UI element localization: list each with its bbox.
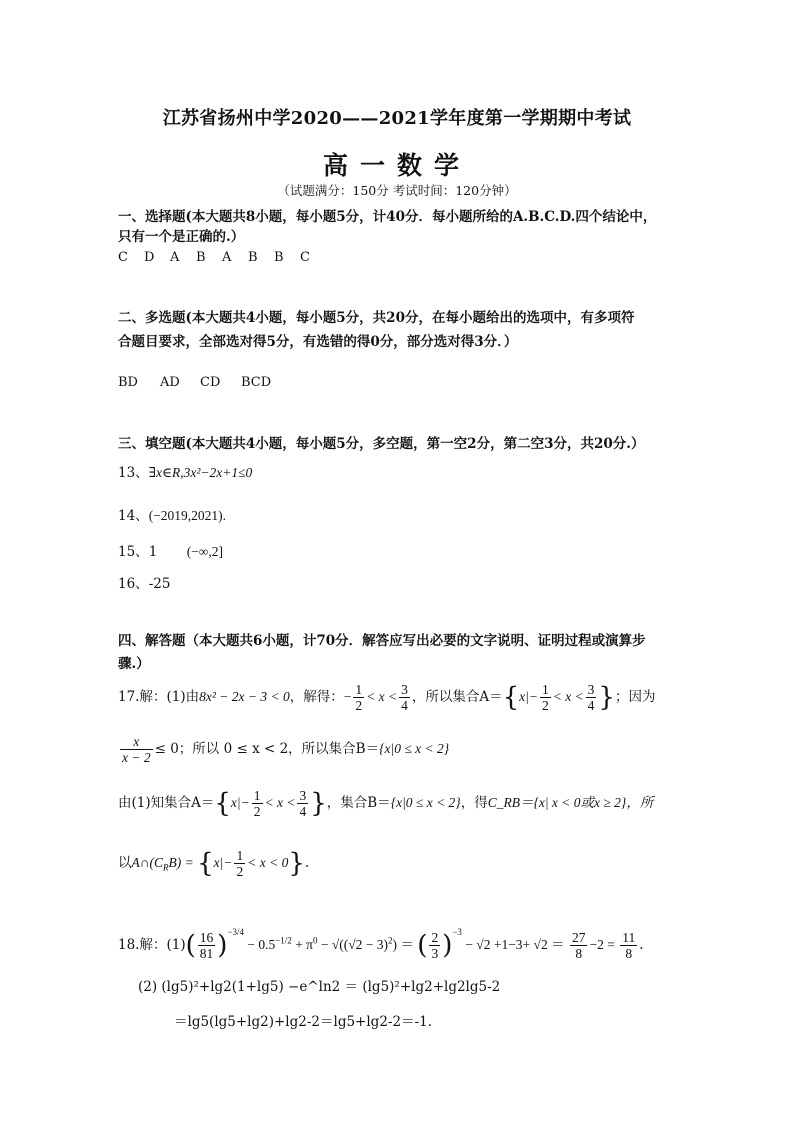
q17-ineq2-tail: ≤ 0；所以 0 ≤ x < 2，所以集合B＝ bbox=[154, 741, 380, 757]
q15-row bbox=[118, 540, 223, 560]
q14-answer: (−2019,2021). bbox=[148, 508, 227, 523]
q16-label: 16、 bbox=[118, 576, 149, 592]
answer-2: D bbox=[144, 250, 155, 265]
answer-8: C bbox=[300, 250, 310, 265]
q16-answer: -25 bbox=[148, 576, 171, 592]
q15-answer-b: (−∞,2] bbox=[186, 544, 224, 559]
multi-answer-4: BCD bbox=[241, 375, 272, 390]
q17-solved-label: ，解得： bbox=[289, 689, 344, 705]
fraction-three-quarters: $\frac{3}{4}$ bbox=[401, 682, 408, 713]
q14-label: 14、 bbox=[118, 508, 149, 524]
q17-part1-prefix: (1)由 bbox=[166, 689, 200, 705]
q17-inequality-1: 8x² − 2x − 3 < 0 bbox=[199, 689, 290, 704]
answer-1: C bbox=[118, 250, 128, 265]
q17-because: ；因为 bbox=[614, 689, 656, 705]
section4-heading-line1: 四、解答题（本大题共6小题，计70分．解答应写出必要的文字说明、证明过程或演算步 bbox=[118, 633, 646, 649]
q17-complement-label: ，得 bbox=[460, 795, 488, 811]
q17-line2 bbox=[118, 732, 449, 766]
q18-label: 18.解：(1) bbox=[118, 937, 186, 953]
answer-6: B bbox=[248, 250, 258, 265]
section4-heading-line2: 骤.） bbox=[118, 656, 150, 672]
q15-label: 15、 bbox=[118, 544, 149, 560]
q16-row bbox=[118, 572, 170, 592]
q13-row bbox=[118, 461, 252, 481]
section2-answers bbox=[118, 375, 281, 390]
q14-row bbox=[118, 504, 226, 524]
answer-5: A bbox=[222, 250, 232, 265]
q17-line4: 以$A\cap(C_RB) = \{x|-$ $\frac{1}{2}$ < x < 0}. bbox=[118, 848, 310, 879]
section1-heading-line2: 只有一个是正确的.） bbox=[118, 229, 245, 245]
answer-3: A bbox=[170, 250, 180, 265]
multi-answer-1: BD bbox=[118, 375, 138, 390]
page-title: 江苏省扬州中学2020——2021学年度第一学期期中考试 bbox=[162, 108, 632, 129]
q17-set-b: {x|0 ≤ x < 2} bbox=[379, 741, 450, 756]
q17-conclusion-prefix: 以 bbox=[118, 855, 132, 871]
q18-part2-line1: (2) (lg5)²+lg2(1+lg5) −e^ln2 ＝ (lg5)²+lg2+lg2lg5-2 bbox=[138, 979, 501, 995]
q17-label: 17.解： bbox=[118, 689, 167, 705]
q18-part2-line2: ＝lg5(lg5+lg2)+lg2-2＝lg5+lg2-2＝-1. bbox=[174, 1014, 433, 1030]
q15-answer-a: 1 bbox=[148, 544, 158, 560]
q13-label: 13、 bbox=[118, 465, 149, 481]
section2-heading-line1: 二、多选题(本大题共4小题，每小题5分，共20分，在每小题给出的选项中，有多项符 bbox=[118, 310, 635, 326]
multi-answer-2: AD bbox=[160, 375, 180, 390]
q17-line3: 由(1)知集合A＝{x|− $\frac{1}{2}$ < x < $\frac{3}{4}$ }，集合B＝{x|0 ≤ x < 2}，得C_RB＝{x| x < 0或x ≥ 2}，所 bbox=[118, 788, 654, 819]
fraction-x-over-x-minus-2: $\frac{x}{x - 2}$ bbox=[122, 734, 151, 765]
answer-4: B bbox=[196, 250, 206, 265]
q17-part2-prefix: 由(1)知集合A＝ bbox=[118, 795, 215, 811]
section2-heading-line2: 合题目要求，全部选对得5分，有选错的得0分，部分选对得3分．） bbox=[118, 334, 518, 350]
subject-title: 高一数学 bbox=[322, 151, 471, 180]
q17-so-set-a: ，所以集合A＝ bbox=[411, 689, 503, 705]
q17-conclusion-tail: . bbox=[304, 855, 310, 871]
q18-line1: 18.解：(1)( $\frac{16}{81}$ )$^{-3/4} - 0.5^{-1/2} + \pi^0 - √((√2 - 3)^2)$ ＝ ( $\frac{2}{3}$ )$^{-3}$ − √2 +1−3+ √2 ＝ $\frac{27}{8}$ −2 = $\frac{11}{8}$ . bbox=[118, 927, 644, 961]
section1-answers bbox=[118, 250, 326, 265]
q17-complement: C_RB＝{x| x < 0或x ≥ 2}，所 bbox=[487, 795, 654, 810]
multi-answer-3: CD bbox=[200, 375, 221, 390]
section1-heading-line1: 一、选择题(本大题共8小题，每小题5分，计40分．每小题所给的A.B.C.D.四个结论中， bbox=[118, 209, 657, 225]
fraction-one-half: $\frac{1}{2}$ bbox=[355, 682, 363, 713]
section3-heading: 三、填空题(本大题共4小题，每小题5分，多空题，第一空2分，第二空3分，共20分.） bbox=[118, 436, 645, 452]
q13-answer: ∃x∈R,3x²−2x+1≤0 bbox=[148, 465, 253, 480]
q17-line1: 17.解：(1)由8x² − 2x − 3 < 0，解得：− $\frac{1}{2}$ < x < $\frac{3}{4}$ ，所以集合A＝{x|− $\frac{1}{2}$ < x < $\frac{3}{4}$ }；因为 bbox=[118, 682, 656, 713]
q17-set-b-label: ，集合B＝ bbox=[326, 795, 391, 811]
answer-7: B bbox=[274, 250, 284, 265]
q18-eval-tail: −2 = bbox=[589, 937, 619, 952]
exam-info: （试题满分：150分 考试时间：120分钟） bbox=[277, 183, 517, 198]
